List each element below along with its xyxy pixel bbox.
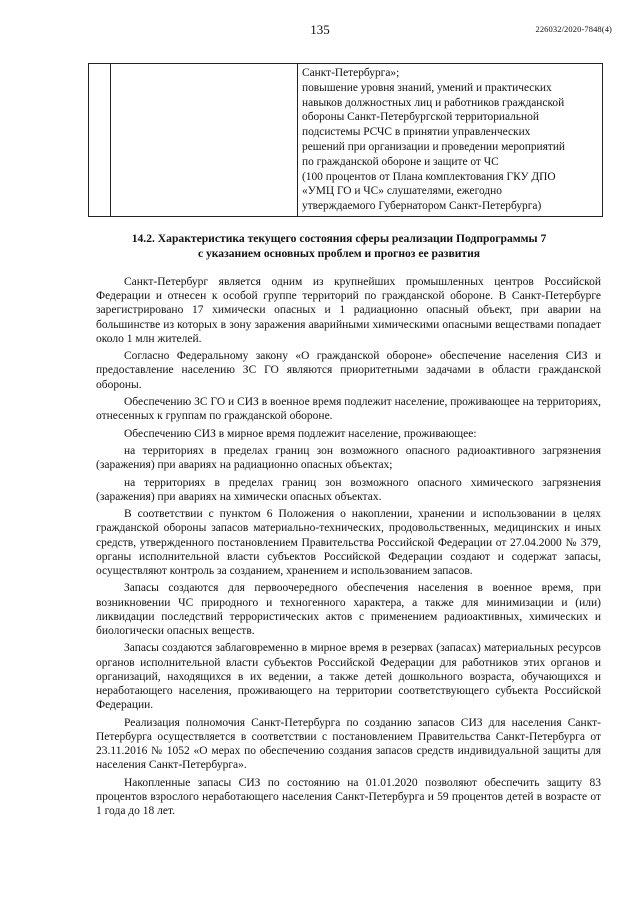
table-line: (100 процентов от Плана комплектования ГКУ ДПО: [302, 170, 556, 183]
table-line: обороны Санкт-Петербургской территориальной: [302, 111, 539, 124]
page-number: 135: [310, 22, 330, 37]
paragraph: на территориях в пределах границ зон возможного опасного химического загрязнения (заражения) при авариях на химически опасных объектах.: [96, 476, 601, 503]
table-line: навыков должностных лиц и работников гражданской: [302, 96, 565, 109]
paragraph: Реализация полномочия Санкт-Петербурга по созданию запасов СИЗ для населения Санкт-Петербурга осуществляется в соответствии с постановлением Правительства Санкт-Петербурга от 23.11.2016 № 1052 «О мерах по обеспечению создания запасов средств индивидуальной защиты для населения Санкт-Петербурга».: [96, 716, 601, 772]
table-line: решений при организации и проведении мероприятий: [302, 140, 566, 153]
table-line: по гражданской обороне и защите от ЧС: [302, 155, 499, 168]
paragraph: Обеспечению ЗС ГО и СИЗ в военное время подлежит население, проживающее на территориях, отнесенных к группам по гражданской обороне.: [96, 396, 601, 423]
table-cell-results: [298, 64, 603, 217]
paragraph: на территориях в пределах границ зон возможного опасного радиоактивного загрязнения (заражения) при авариях на радиационно опасных объектах;: [96, 444, 601, 472]
paragraph: Запасы создаются заблаговременно в мирное время в резервах (запасах) материальных ресурсов органов исполнительной власти субъектов Российской Федерации для работников этих органов и организаций, находящихся в их ведении, а также детей дошкольного возраста, обучающихся и неработающего населения, проживающего на территории соответствующего субъекта Российской Федерации.: [96, 642, 601, 712]
document-code: 226032/2020-7848(4): [535, 24, 612, 34]
table-cell-name: [111, 64, 298, 217]
table-line: Санкт-Петербурга»;: [302, 67, 400, 79]
paragraph: Согласно Федеральному закону «О гражданской обороне» обеспечение населения СИЗ и предоставление населению ЗС ГО являются приоритетными задачами в области гражданской обороны.: [96, 350, 601, 391]
section-heading: [104, 232, 574, 261]
table-line: «УМЦ ГО и ЧС» слушателями, ежегодно: [302, 185, 502, 198]
table-line: повышение уровня знаний, умений и практических: [302, 81, 552, 94]
paragraph: Накопленные запасы СИЗ по состоянию на 01.01.2020 позволяют обеспечить защиту 83 процентов взрослого неработающего населения Санкт-Петербурга и 59 процентов детей в возрасте от 1 года до 18 лет.: [96, 776, 601, 817]
continued-table: [88, 63, 603, 217]
table-line: подсистемы РСЧС в принятии управленческих: [302, 126, 531, 139]
table-cell-number: [89, 64, 111, 217]
body-text: [96, 275, 601, 821]
section-heading-line: с указанием основных проблем и прогноз ее развития: [197, 246, 481, 260]
paragraph: Запасы создаются для первоочередного обеспечения населения в военное время, при возникновении ЧС природного и техногенного характера, а также для минимизации и (или) ликвидации последствий террористических актов с применением радиоактивных, химических и биологически опасных веществ.: [96, 582, 601, 637]
paragraph: Обеспечению СИЗ в мирное время подлежит население, проживающее:: [124, 427, 477, 440]
table-line: утверждаемого Губернатором Санкт-Петербурга): [302, 200, 542, 213]
section-heading-line: 14.2. Характеристика текущего состояния сферы реализации Подпрограммы 7: [131, 232, 547, 245]
paragraph: Санкт-Петербург является одним из крупнейших промышленных центров Российской Федерации и отнесен к особой группе территорий по гражданской обороне. В Санкт-Петербурге зарегистрировано 17 химически опасных и 1 радиационно опасный объект, при аварии на большинстве из которых в зону заражения аварийными химическими опасными веществами попадает около 1 млн жителей.: [96, 276, 601, 345]
paragraph: В соответствии с пунктом 6 Положения о накоплении, хранении и использовании в целях гражданской обороны запасов материально-технических, продовольственных, медицинских и иных средств, утвержденного постановлением Правительства Российской Федерации от 27.04.2000 № 379, органы исполнительной власти субъектов Российской Федерации создают и содержат запасы, осуществляют контроль за созданием, хранением и использованием запасов.: [96, 508, 601, 577]
table-row: [89, 64, 603, 217]
